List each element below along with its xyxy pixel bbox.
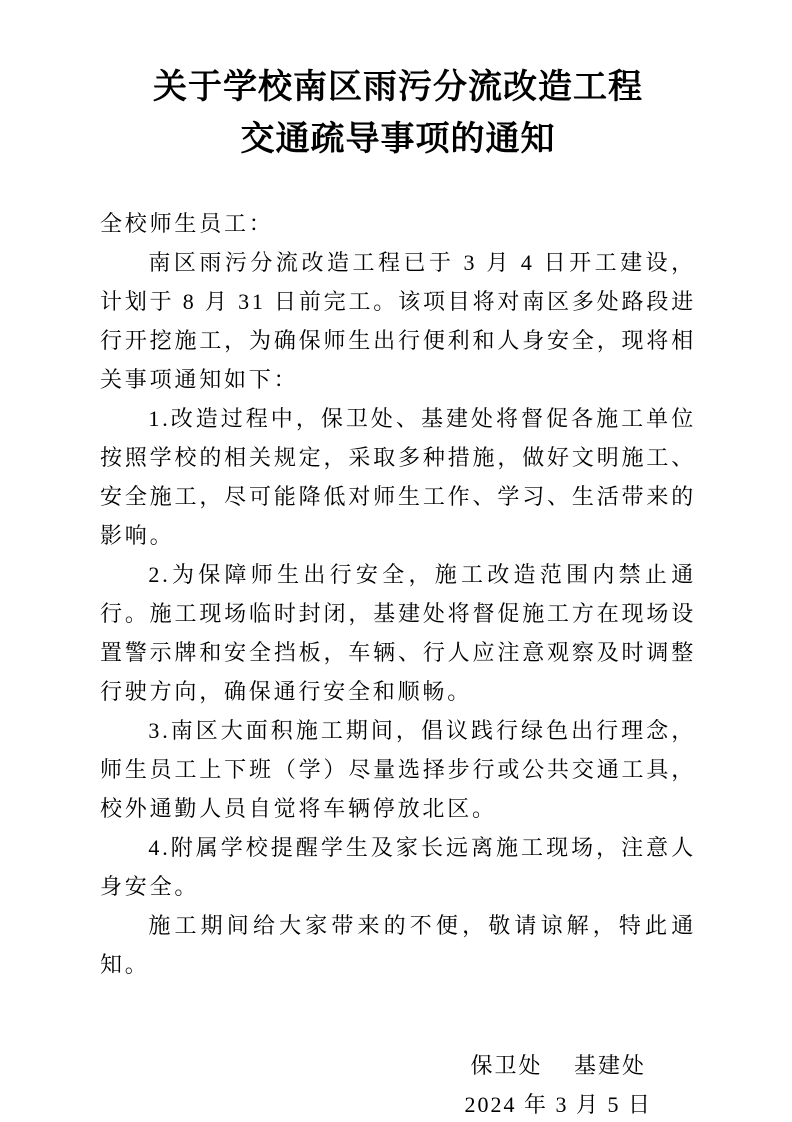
paragraph-item-3: 3.南区大面积施工期间，倡议践行绿色出行理念，师生员工上下班（学）尽量选择步行或公共交通工具，校外通勤人员自觉将车辆停放北区。	[100, 718, 696, 821]
notice-title-line-1: 关于学校南区雨污分流改造工程	[153, 69, 643, 106]
salutation: 全校师生员工：	[100, 211, 274, 236]
paragraph-item-1: 1.改造过程中，保卫处、基建处将督促各施工单位按照学校的相关规定，采取多种措施，做好文明施工、安全施工，尽可能降低对师生工作、学习、生活带来的影响。	[100, 406, 696, 548]
notice-body	[100, 204, 696, 984]
notice-title-line-2: 交通疏导事项的通知	[240, 121, 556, 158]
paragraph-item-2: 2.为保障师生出行安全，施工改造范围内禁止通行。施工现场临时封闭，基建处将督促施工方在现场设置警示牌和安全挡板，车辆、行人应注意观察及时调整行驶方向，确保通行安全和顺畅。	[100, 562, 696, 704]
notice-title	[100, 62, 696, 166]
signature-inner	[464, 1046, 652, 1122]
paragraph-closing: 施工期间给大家带来的不便，敬请谅解，特此通知。	[100, 913, 696, 977]
signature-block	[100, 1046, 696, 1122]
signature-date: 2024 年 3 月 5 日	[464, 1092, 652, 1117]
paragraph-item-4: 4.附属学校提醒学生及家长远离施工现场，注意人身安全。	[100, 835, 696, 899]
signature-units: 保卫处 基建处	[470, 1053, 646, 1078]
paragraph-intro: 南区雨污分流改造工程已于 3 月 4 日开工建设，计划于 8 月 31 日前完工。该项目将对南区多处路段进行开挖施工，为确保师生出行便利和人身安全，现将相关事项通知如下：	[100, 250, 696, 392]
